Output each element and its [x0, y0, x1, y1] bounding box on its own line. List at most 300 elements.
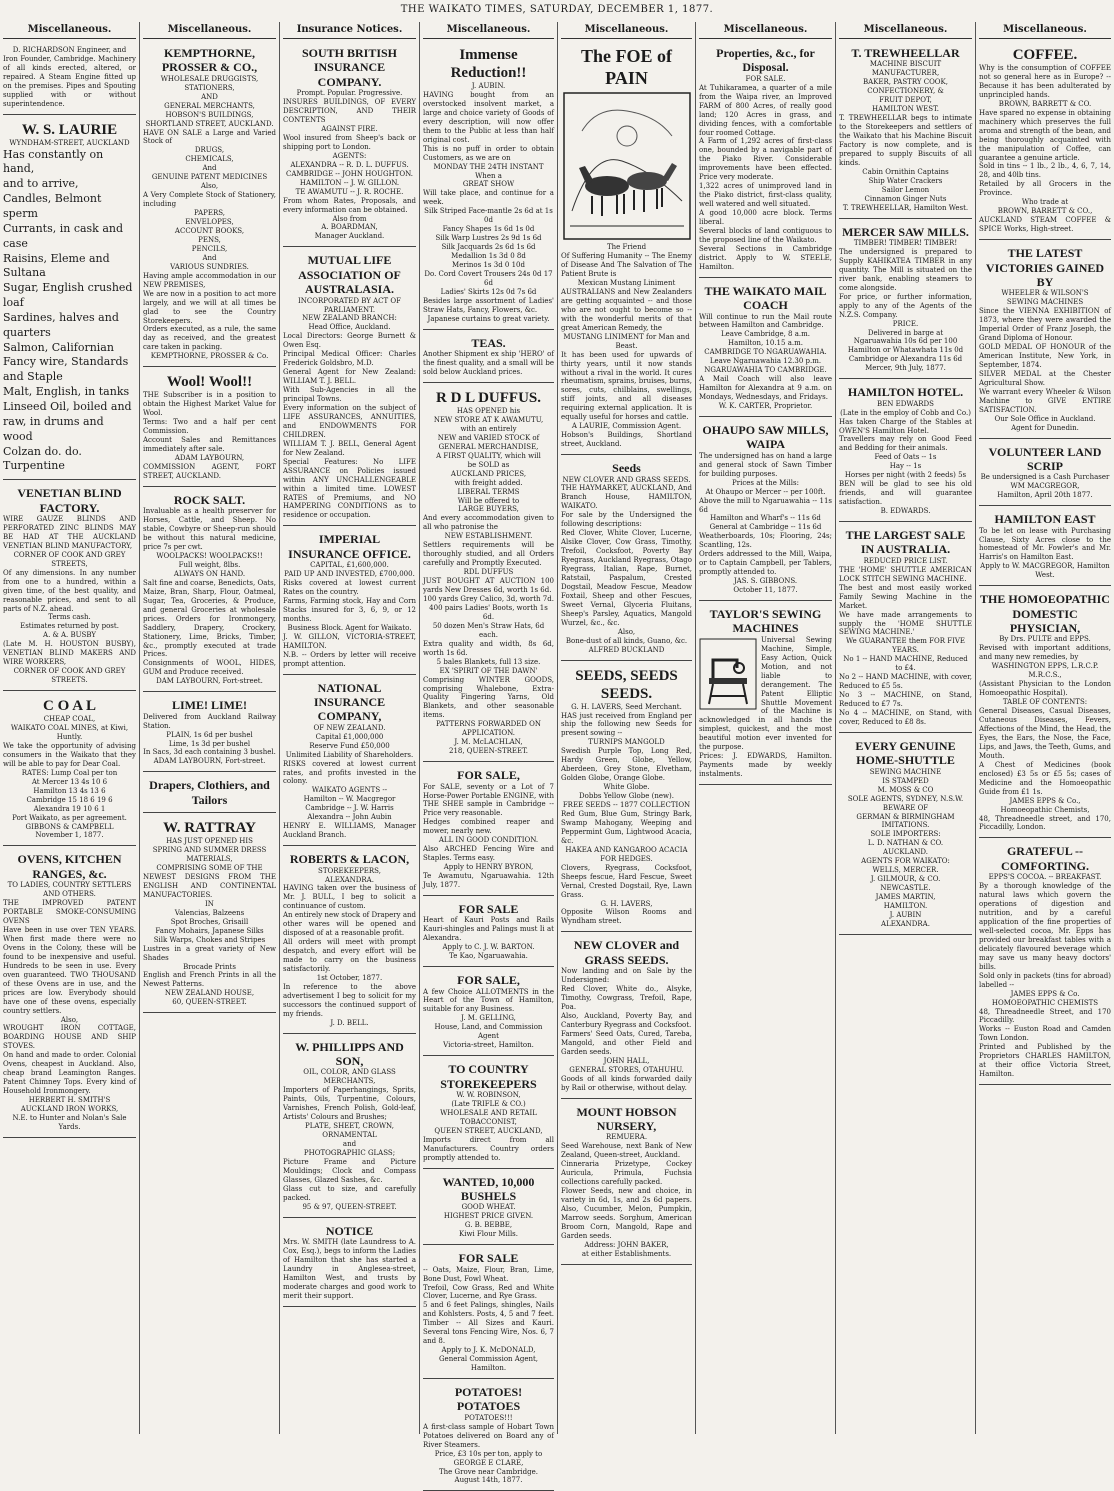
ad-text: SEWING MACHINE — [869, 767, 942, 776]
advertisement — [143, 775, 276, 813]
ad-title: NEW CLOVER and GRASS SEEDS. — [573, 938, 680, 967]
ad-text: Head Office, Auckland. — [308, 323, 391, 332]
ad-text: ENVELOPES, — [185, 218, 234, 227]
ad-text: Leave Cambridge, 8 a.m. — [720, 330, 810, 339]
ad-title: HAMILTON HOTEL. — [847, 385, 964, 400]
ad-text: Farmers' Seed Oats, Cured, Tareba, Mangold, and other Field and Garden seeds. — [561, 1029, 692, 1056]
ad-text: English and French Prints in all the Newest Patterns. — [143, 971, 276, 989]
ad-text: Revised with important additions, and many new remedies, by — [979, 644, 1111, 662]
ad-text: WROUGHT IRON COTTAGE, BOARDING HOUSE AND SHIP STOVES. — [3, 1024, 136, 1051]
ad-text: J. GILMOUR, & CO. — [870, 875, 941, 884]
advertisement — [3, 849, 136, 1137]
ad-text: FRUIT DEPOT, — [879, 96, 932, 105]
ad-text: CAPITAL, £1,600,000. — [310, 561, 389, 570]
ad-title: NATIONAL INSURANCE COMPANY, — [313, 680, 386, 724]
ad-text: Delivered from Auckland Railway Station. — [143, 712, 276, 730]
advertisement — [423, 765, 554, 896]
ad-text: CHEMICALS, — [185, 155, 234, 164]
ad-title: TEAS. — [471, 335, 506, 350]
column-7 — [836, 22, 976, 1434]
ad-text: NEW and VARIED STOCK of — [437, 433, 540, 442]
column-heading: Miscellaneous. — [143, 22, 276, 39]
ad-text: BEWARE OF — [882, 803, 929, 812]
ad-text: BAKER, PASTRY COOK, CONFECTIONERY, & — [862, 78, 949, 96]
ad-text: M.R.C.S., — [1028, 671, 1062, 680]
ad-text: AGAINST FIRE. — [321, 124, 378, 133]
ad-text: LIBERAL TERMS — [457, 487, 520, 496]
ad-title: FOR SALE, — [457, 768, 520, 783]
ad-text: August 14th, 1877. — [454, 1476, 523, 1485]
ad-text: 60, QUEEN-STREET. — [172, 998, 247, 1007]
ad-text: ADAM LAYBOURN, Fort-street. — [153, 757, 266, 766]
ad-text: Apply to J. K. McDONALD, — [441, 1346, 536, 1355]
advertisement — [423, 899, 554, 967]
ad-text: The Grove near Cambridge. — [439, 1467, 538, 1476]
ad-text: Homoeopathic Chemists, — [1000, 805, 1090, 814]
ad-text: General Commission Agent, Hamilton. — [438, 1355, 539, 1373]
advertisement — [283, 529, 416, 674]
ad-text: J. M. GELLING, — [461, 1014, 516, 1023]
ad-text: We take the opportunity of advising consumers in the Waikato that they will be able to pay for Dear Coal. — [3, 741, 136, 768]
ad-text: NEW ZEALAND BRANCH: — [302, 314, 397, 323]
ad-text: MONDAY THE 24TH INSTANT — [433, 162, 544, 171]
ad-text: N.E. to Hunter and Nolan's Sale Yards. — [12, 1113, 127, 1131]
product-line: Has constantly on hand, — [3, 147, 104, 176]
product-line: Malt, English, in tanks — [3, 385, 130, 399]
ad-text: B. EDWARDS. — [880, 507, 931, 516]
ad-title: TAYLOR'S SEWING MACHINES — [709, 607, 822, 636]
ad-text: THE IMPROVED PATENT PORTABLE SMOKE-CONSUMING OVENS — [3, 899, 136, 926]
sewing-machine-illustration-icon — [699, 638, 757, 710]
ad-text: Reserve Fund £50,000 — [309, 741, 390, 750]
advertisement — [143, 370, 276, 487]
ad-text: The undersigned has on hand a large and general stock of Sawn Timber for building purposes. — [699, 451, 832, 478]
ad-text: JAMES EPPS & Co. — [1010, 989, 1080, 998]
ad-text: This is no puff in order to obtain Customers, as we are on — [423, 144, 554, 162]
advertisement — [283, 250, 416, 526]
ad-text: 48, Threadneedle Street, and 170 Piccadilly. — [979, 1007, 1111, 1025]
advertisement — [839, 525, 972, 733]
ad-text: Our Sole Office in Auckland. — [994, 414, 1096, 423]
ad-text: G. H. LAVERS, — [600, 899, 653, 908]
ad-text: PLATE, SHEET, CROWN, ORNAMENTAL — [305, 1122, 394, 1140]
ad-text: NEW ESTABLISHMENT. — [444, 532, 533, 541]
ad-text: Travellers may rely on Good Feed and Bedding for their animals. — [839, 435, 972, 453]
ad-text: Full weight, 8lbs. — [178, 560, 241, 569]
ad-text: No 2 -- HAND MACHINE, with cover, Reduced to £5 5s. — [839, 673, 972, 691]
ad-text: GIBBONS & CAMPBELL — [25, 822, 114, 831]
ad-title: POTATOES! POTATOES — [454, 1385, 523, 1414]
ad-text: Victoria-street, Hamilton. — [443, 1041, 534, 1050]
ad-text: Retailed by all Grocers in the Province. — [979, 180, 1111, 198]
ad-text: For sale by the Undersigned the following descriptions: — [561, 511, 692, 529]
advertisement — [423, 386, 554, 762]
ad-text: From whom Rates, Proposals, and every information can be obtained. — [283, 196, 416, 214]
ad-title: Immense Reduction!! — [450, 47, 527, 81]
ad-text: NEWCASTLE. — [880, 884, 931, 893]
ad-text: Unlimited Liability of Shareholders. — [285, 750, 414, 759]
ad-text: RDL DUFFUS — [463, 568, 514, 577]
ad-title: VOLUNTEER LAND SCRIP — [988, 444, 1102, 473]
ad-text: Have spared no expense in obtaining machinery which preserves the full aroma and strength of the bean, and being thoroughly acquainted with the manipulation of Coffee, can guarantee a genuine article. — [979, 108, 1111, 162]
ad-text: HAVE ON SALE a Large and Varied Stock of — [143, 128, 276, 146]
ad-text: Kiwi Flour Mills. — [458, 1230, 518, 1239]
advertisement — [979, 43, 1111, 240]
ad-text: Mexican Mustang Liniment — [577, 279, 676, 287]
ad-text: Silk Warps, Chokes and Stripes — [153, 935, 266, 944]
ad-text: Cabin Ornithin Captains — [862, 167, 949, 176]
product-line: Turpentine — [3, 459, 65, 473]
ad-text: (Late in the employ of Cobb and Co.) — [840, 408, 971, 417]
ad-text: (Late TRIFLE & CO.) — [451, 1099, 526, 1108]
ad-text: Having ample accommodation in our NEW PREMISES, — [143, 271, 276, 289]
ad-text: White Globe. — [603, 783, 650, 792]
ad-title: TO COUNTRY STOREKEEPERS — [440, 1062, 537, 1091]
ad-text: AUCKLAND. — [883, 848, 928, 857]
ad-text: A Chest of Medicines (book enclosed) £3 5s or £5 5s; cases of Medicine and the Homoeopathic Guide from £1 1s. — [979, 760, 1111, 796]
ad-text: WIRE GAUZE BLINDS AND PERFORATED ZINC BLINDS MAY BE HAD AT THE AUCKLAND VENETIAN BLIND MANUFACTORY, — [3, 514, 136, 550]
ad-text: HOMOEOPATHIC CHEMISTS — [991, 998, 1099, 1007]
ad-text: Universal Sewing Machine, Simple, Easy Action, Quick Motion, and not liable to derangement. The Patent Elliptic Shuttle Movement of the Machine is acknowledged in all hands the simplest, quickest, and the most beautiful motion ever invented for the purpose. — [699, 635, 832, 752]
ad-text: Apply to C. J. W. BARTON. — [442, 943, 535, 952]
advertisement — [561, 664, 692, 933]
ad-text: Orders executed, as a rule, the same day as received, and the greatest care taken in packing. — [143, 325, 276, 352]
ad-text: Lime, 1s 3d per bushel — [168, 739, 251, 748]
ad-text: Agent for Dunedin. — [1011, 423, 1079, 432]
advertisement — [143, 695, 276, 772]
ad-text: Hobson's Buildings, Shortland street, Auckland. — [561, 431, 692, 449]
ad-text: We have made arrangements to supply the 'HOME SHUTTLE SEWING MACHINE.' — [839, 610, 972, 637]
product-line: Sugar, English crushed loaf — [3, 281, 133, 310]
advertisement — [699, 43, 832, 278]
ad-text: Settlers requirements will be thoroughly studied, and all Orders carefully and Promptly Executed. — [423, 541, 554, 568]
ad-text: M. MOSS & CO — [877, 785, 934, 794]
ad-text: TURNIPS MANGOLD — [588, 738, 665, 747]
ad-title: KEMPTHORNE, PROSSER & CO., — [161, 46, 258, 75]
ad-title: WANTED, 10,000 BUSHELS — [442, 1174, 535, 1203]
ad-title: W. PHILLIPPS AND SON, — [295, 1039, 404, 1069]
ad-text: (Assistant Physician to the London Homoeopathic Hospital). — [979, 680, 1111, 698]
ad-text: Also, — [617, 627, 636, 636]
ad-text: AGENTS: — [332, 151, 367, 160]
ad-text: WAIKATO COAL MINES, at Kiwi, Huntly. — [10, 724, 129, 741]
ad-title: Seeds — [612, 461, 641, 476]
ad-text: Flower Seeds, new and choice, in variety in 6d, 1s, and 2s 6d papers. Also, Cucumber, Melon, Pumpkin, Marrow seeds. Sorghum, American Broom Corn, Mangold, Rape and Garden seeds. — [561, 1187, 692, 1240]
ad-text: November 1, 1877. — [35, 831, 104, 840]
ad-text: Will continue to run the Mail route between Hamilton and Cambridge. — [699, 312, 832, 330]
ad-text: RISKS covered at lowest current rates, and profits invested in the colony. — [283, 759, 416, 786]
ad-title: W. RATTRAY — [163, 820, 256, 837]
product-line: Salmon, Californian — [3, 340, 114, 354]
ad-text: AUCKLAND IRON WORKS, — [20, 1105, 119, 1114]
ad-text: WAIKATO AGENTS -- — [311, 786, 388, 795]
ad-title: THE LARGEST SALE IN AUSTRALIA. — [845, 528, 966, 557]
ad-text: BEN will be glad to see his old friends, and will guarantee satisfaction. — [839, 480, 972, 507]
ad-text: with an entirely — [460, 424, 517, 433]
ad-text: Above the mill to Ngaruawahia -- 11s 6d — [699, 496, 832, 514]
ad-text: Hamilton -- W. Macgregor — [303, 795, 396, 804]
ad-text: It has been used for upwards of thirty years, until it now stands without a rival in the world. It cures rheumatism, sprains, bruises, burns, sores, cuts, chilblains, swellings, stiff joints, and all diseases requiring external application. It is equally useful for horses and cattle. — [561, 350, 692, 422]
ad-text: IN — [205, 899, 214, 908]
ad-text: OF NEW ZEALAND. — [313, 723, 386, 732]
ad-text: Also, — [200, 182, 219, 191]
ad-text: Swedish Purple Top, Long Red, Hardy Green, Globe, Yellow, Aberdeen, Grey Stone, Elvetham, Golden Globe, Orange Globe. — [561, 747, 692, 783]
ad-text: Hamilton or Whatawhata 11s 0d — [847, 346, 964, 355]
ad-text: HENRY E. WILLIAMS, Manager Auckland Branch. — [283, 822, 416, 840]
ad-text: Japanese curtains to great variety. — [427, 314, 550, 323]
advertisement — [839, 43, 972, 219]
ad-text: Delivered in barge at — [867, 328, 944, 337]
ad-text: All orders will meet with prompt despatch, and every effort will be made to carry on the business satisfactorily. — [283, 938, 416, 974]
ad-text: Ladies' Skirts 12s 0d 7s 6d — [440, 287, 537, 296]
advertisement — [423, 333, 554, 383]
ad-text: An entirely new stock of Drapery and other wares will be opened and disposed of at a reasonable profit. — [283, 911, 416, 938]
ad-text: CAMBRIDGE TO NGARUAWAHIA. — [704, 348, 827, 357]
product-line: Sardines, halves and quarters — [3, 310, 119, 339]
ad-text: SHORTLAND STREET, AUCKLAND. — [145, 119, 274, 128]
ad-text: BROWN, BARRETT & CO. — [998, 99, 1092, 108]
ad-text: Several Sections in Cambridge district. Apply to W. STEELE, Hamilton. — [699, 244, 832, 271]
ad-text: MACHINE BISCUIT MANUFACTURER, — [869, 60, 942, 78]
advertisement — [283, 1037, 416, 1218]
ad-text: Apply to W. MACGREGOR, Hamilton West. — [980, 562, 1110, 580]
ad-text: NGARUAWAHIA TO CAMBRIDGE. — [704, 366, 827, 375]
ad-text: COMPRISING SOME OF THE — [156, 864, 263, 873]
ad-text: A FIRST QUALITY, which will — [436, 451, 541, 460]
ad-text: Local Directors: George Burnett & Owen Esq. — [283, 332, 416, 350]
ad-text: Alexandra -- John Aubin — [307, 813, 392, 822]
ad-title: THE LATEST VICTORIES GAINED BY — [985, 246, 1105, 289]
ad-text: BROWN, BARRETT & CO., — [997, 207, 1093, 216]
advertisement — [283, 43, 416, 247]
product-line: Fancy wire, Standards and Staple — [3, 355, 129, 384]
ad-text: AUSTRALIANS and New Zealanders are getting acquainted -- and those who are not ought to become so -- with the wonderful merits of that great American Remedy, the — [561, 287, 692, 332]
ad-text: INSURES BUILDINGS, OF EVERY DESCRIPTION, AND THEIR CONTENTS — [283, 98, 416, 125]
ad-text: WHOLESALE AND RETAIL TOBACCONIST, — [440, 1108, 537, 1126]
ad-title: NOTICE — [325, 1223, 374, 1238]
ad-text: General at Cambridge -- 11s 6d — [709, 523, 822, 532]
ad-text: Wool insured from Sheep's back or shipping port to London. — [283, 133, 416, 151]
column-4 — [420, 22, 558, 1485]
advertisement — [839, 736, 972, 935]
ad-text: NEW ZEALAND HOUSE, — [164, 989, 255, 998]
ad-text: House, Land, and Commission Agent — [434, 1023, 543, 1041]
ad-text: W. K. CARTER, Proprietor. — [718, 402, 813, 411]
ad-title: FOR SALE, — [457, 973, 520, 988]
column-3 — [280, 22, 420, 1434]
ad-title: C O A L — [43, 698, 96, 715]
product-line: Linseed Oil, boiled and raw, in drums and wood — [3, 399, 132, 443]
ad-text: WELLS, MERCER. — [872, 866, 939, 875]
ad-text: Fancy Mohairs, Japanese Silks — [155, 926, 264, 935]
ad-text: GOLD MEDAL OF HONOUR of the American Institute, New York, in September, 1874. — [979, 343, 1111, 369]
ad-text: POTATOES!!! — [464, 1413, 513, 1422]
advertisement — [423, 970, 554, 1056]
ad-text: At Mercer 13 4s 10 6 — [31, 777, 108, 786]
ad-text: STATIONERS, — [184, 83, 235, 92]
ad-text: Business Block. Agent for Waikato. — [287, 623, 412, 632]
ad-text: Be undersigned is a Cash Purchaser — [980, 473, 1110, 482]
ad-text: D. RICHARDSON Engineer, and — [12, 46, 127, 54]
column-1 — [0, 22, 140, 1434]
ad-text: Cambridge -- J. W. Harris — [305, 804, 394, 813]
column-heading: Miscellaneous. — [561, 22, 692, 39]
advertisement — [423, 1172, 554, 1246]
ad-text: ALEXANDRA. — [325, 875, 374, 884]
ad-text: IS STAMPED — [882, 776, 929, 785]
ad-text: The Friend — [606, 243, 647, 252]
column-heading: Miscellaneous. — [839, 22, 972, 39]
ad-text: Of Suffering Humanity -- The Enemy of Disease And The Salvation of The Patient Brute is — [561, 252, 692, 279]
ad-text: A. & A. BUSBY — [43, 631, 96, 640]
ad-text: J. M. McLACHLAN, — [454, 738, 523, 747]
ad-text: We warrant every Wheeler & Wilson Machine to GIVE ENTIRE SATISFACTION. — [979, 387, 1111, 414]
ad-text: N.B. -- Orders by letter will receive prompt attention. — [283, 650, 416, 668]
ad-text: BEN EDWARDS — [877, 399, 934, 408]
ad-text: Importers of Paperhangings, Sprits, Paints, Oils, Turpentine, Colours, Varnishes, French Polish, Gold-leaf, Artists' Colours and Brushes; — [283, 1086, 416, 1122]
ad-text: Cambridge or Alexandra 11s 6d — [848, 355, 963, 364]
ad-text: NEW CLOVER AND GRASS SEEDS. — [562, 475, 691, 484]
ad-text: Address: JOHN BAKER, — [584, 1240, 669, 1249]
ad-title: LIME! LIME! — [172, 698, 247, 713]
ad-text: Sailor Lemon — [881, 185, 930, 194]
ad-text: RATES: Lump Coal per ton — [21, 768, 118, 777]
ad-text: October 11, 1877. — [733, 586, 798, 595]
ad-text: Terms cash. — [48, 613, 91, 622]
ad-text: Sold in tins -- 1 lb., 2 lb., 4, 6, 7, 14, 28, and 40lb tins. — [979, 162, 1111, 180]
ad-title: W. S. LAURIE — [21, 121, 118, 138]
ad-text: Red Clover, White Clover, Lucerne, Alsike Clover, Cow Grass, Timothy, Trefoil, Cocksfoot, Poverty Bay Ryegrass, Auckland Ryegrass, Otago Ryegrass, Italian, Rape, Burnet, Ratstail, Paspalum, Crested Dogstail, Meadow Fescue, Meadow Foxtail, Sheep and other Fescues, Sweet Vernal, Glyceria Fluitans, Sheep's Parsley, Aquatics, Mangold Wurzel, &c., &c. — [561, 529, 692, 627]
ad-text: GENERAL MERCHANDISE, — [438, 442, 539, 451]
ad-text: Orders addressed to the Mill, Waipa, or to Captain Campbell, per Tablers, promptly attended to. — [699, 550, 832, 577]
product-line: and to arrive, — [3, 177, 79, 191]
ad-text: 1,322 acres of unimproved land in the Piako district, first-class quality, well watered and well situated. — [699, 182, 832, 209]
ad-text: Estimates returned by post. — [20, 622, 119, 631]
product-line: Currants, in cask and case — [3, 221, 124, 250]
ad-text: DRUGS, — [194, 146, 225, 155]
ad-title: SOUTH BRITISH INSURANCE COMPANY. — [301, 46, 398, 89]
ad-text: Mrs. W. SMITH (late Laundress to A. Cox, Esq.), begs to inform the Ladies of Hamilton that she has started a Laundry in Anglesea-street, Hamilton West, and trusts by moderate charges and good work to merit their support. — [283, 1238, 416, 1300]
ad-text: Cambridge 15 18 6 19 6 — [26, 795, 113, 804]
ad-text: GERMAN & BIRMINGHAM IMITATIONS. — [856, 812, 955, 830]
ad-text: HAMILTON -- J. W. GILLON. — [299, 178, 400, 187]
ad-text: Besides large assortment of Ladies' Straw Hats, Fancy, Flowers, &c. — [423, 296, 554, 314]
ad-text: Hamilton and Wharf's -- 11s 6d — [710, 514, 821, 523]
ad-text: Red Gum, Blue Gum, Stringy Bark, Swamp Mahogany, Weeping and Peppermint Gum, Lightwood Acacia, &c. — [561, 810, 692, 845]
ad-text: At Tuhikaramea, a quarter of a mile from the Waipa river, an Improved FARM of 800 Acres, of really good land; 120 Acres in grass, and dividing fences, with a comfortable four roomed Cottage. — [699, 83, 832, 137]
ad-text: SILVER MEDAL at the Chester Agricultural Show. — [979, 369, 1111, 387]
ad-text: We are now in a position to act more largely, and we will at all times be glad to see the Country Storekeepers. — [143, 289, 276, 325]
ad-text: G. B. BEBBE, — [464, 1221, 513, 1230]
ad-text: Every information on the subject of LIFE ASSURANCES, ANNUITIES, and ENDOWMENTS FOR CHILDREN. — [283, 403, 416, 439]
advertisement — [839, 382, 972, 522]
ad-title: FOR SALE — [458, 901, 519, 916]
ad-text: WYNDHAM-STREET, AUCKLAND — [9, 138, 130, 147]
ad-text: OIL, COLOR, AND GLASS MERCHANTS, — [303, 1068, 396, 1086]
ad-text: Also from — [332, 214, 367, 223]
ad-text: PENCILS, — [191, 244, 228, 253]
ad-text: WHEELER & WILSON'S — [1001, 289, 1089, 298]
ad-text: DAM LAYBOURN, Fort-street. — [156, 677, 263, 686]
ad-text: 100 yards Grey Calico, 3d, worth 7d. — [423, 595, 554, 603]
columns — [0, 22, 1114, 1485]
ad-text: Leave Ngaruawahia 12.30 p.m. — [709, 357, 822, 366]
column-heading: Miscellaneous. — [699, 22, 832, 39]
ad-text: Te Awamutu, Ngaruawahia. 12th July, 1877. — [423, 872, 554, 890]
advertisement — [423, 1382, 554, 1491]
ad-text: A Very Complete Stock of Stationery, including — [143, 191, 276, 209]
ad-text: ALL IN GOOD CONDITION. — [438, 836, 539, 845]
ad-text: PLAIN, 1s 6d per bushel — [166, 730, 253, 739]
ad-text: Prices at the Mills: — [732, 478, 799, 487]
ad-text: Horses per night (with 2 feeds) 5s — [844, 471, 967, 480]
ad-text: Printed and Published by the Proprietors CHARLES HAMILTON, at their office Victoria Street, Hamilton. — [979, 1043, 1111, 1079]
ad-text: Hedges combined reaper and mower, nearly new. — [423, 818, 554, 836]
ad-text: Silk Jacquards 2s 6d 1s 6d — [441, 243, 536, 252]
ad-text: PAID UP AND INVESTED, £700,000. — [284, 570, 415, 579]
ad-title: R D L DUFFUS. — [435, 389, 541, 406]
ad-text: Dobbs Yellow Globe (new). — [579, 792, 674, 801]
product-line: Candles, Belmont sperm — [3, 192, 102, 220]
ad-text: CHEAP COAL, — [43, 715, 96, 724]
column-6 — [696, 22, 836, 1434]
ad-title: FOR SALE — [458, 1251, 519, 1266]
ad-text: J. AUBIN — [889, 910, 922, 919]
ad-text: Seed Warehouse, next Bank of New Zealand, Queen-street, Auckland. — [561, 1142, 692, 1160]
advertisement — [3, 118, 136, 481]
ad-title: EVERY GENUINE HOME-SHUTTLE — [855, 738, 956, 768]
ad-text: Several blocks of land contiguous to the proposed line of the Waikato. — [699, 226, 832, 244]
ad-text: Hamilton, 10.15 a.m. — [728, 339, 803, 348]
advertisement — [561, 1102, 692, 1265]
advertisement — [3, 43, 136, 115]
ad-text: GOOD WHEAT. — [461, 1203, 516, 1212]
horses-illustration-icon — [562, 91, 692, 241]
ad-text: Fancy Shapes 1s 6d 1s 0d — [442, 225, 535, 234]
ad-text: A Farm of 1,292 acres of first-class one, bounded by a navigable part of the Piako River. Considerable improvements have been effected. Price very moderate. — [699, 137, 832, 182]
ad-text: WM MACGREGOR, — [1010, 482, 1080, 491]
ad-text: A Mail Coach will also leave Hamilton for Alexandra at 9 a.m. on Mondays, Wednesdays, and Fridays. — [699, 375, 832, 402]
advertisement — [699, 281, 832, 417]
ad-text: 5 bales Blankets, full 13 size. — [436, 657, 541, 666]
ad-text: Picture Frame and Picture Mouldings; Clock and Compass Glasses, Glazed Sashes, &c. — [283, 1158, 416, 1184]
ad-text: GEORGE E CLARE, — [453, 1458, 524, 1467]
ad-title: THE HOMOEOPATHIC DOMESTIC PHYSICIAN, — [980, 592, 1110, 636]
ad-text: W. W. ROBINSON, — [456, 1090, 521, 1099]
ad-text: A. BOARDMAN, — [321, 223, 378, 232]
ad-text: No 3 -- MACHINE, on Stand, Reduced to £7 7s. — [839, 691, 972, 709]
ad-text: AND — [201, 92, 218, 101]
ad-text: Comprising WINTER GOODS, comprising Whalebone, Extra-Quality Fingering Yarns, Old Blankets, and other seasonable items. — [423, 675, 554, 720]
ad-text: Silk Warp Lustres 2s 9d 1s 6d — [435, 234, 542, 243]
ad-text: Apply to HENRY BYRON, — [443, 863, 534, 872]
ad-text: 1st October, 1877. — [316, 973, 383, 982]
ad-text: Manager Auckland. — [314, 232, 385, 241]
ad-text: HAVING taken over the business of Mr. J. BULL, I beg to solicit a continuance of custom. — [283, 884, 416, 911]
ad-text: HIGHEST PRICE GIVEN. — [443, 1212, 534, 1221]
ad-text: and — [342, 1140, 357, 1149]
column-5 — [558, 22, 696, 1434]
advertisement — [979, 243, 1111, 438]
ad-text: By Drs. PULTE and EPPS. — [999, 635, 1091, 644]
ad-text: HAMILTON WEST. — [872, 105, 939, 114]
ad-text: No 1 -- HAND MACHINE, Reduced to £4. — [843, 655, 968, 673]
ad-text: KEMPTHORNE, PROSSER & Co. — [150, 352, 269, 361]
ad-text: Bone-dust of all kinds, Guano, &c. — [565, 636, 688, 645]
advertisement — [979, 589, 1111, 838]
ad-text: And — [202, 164, 217, 173]
ad-text: with freight added. — [454, 478, 523, 487]
